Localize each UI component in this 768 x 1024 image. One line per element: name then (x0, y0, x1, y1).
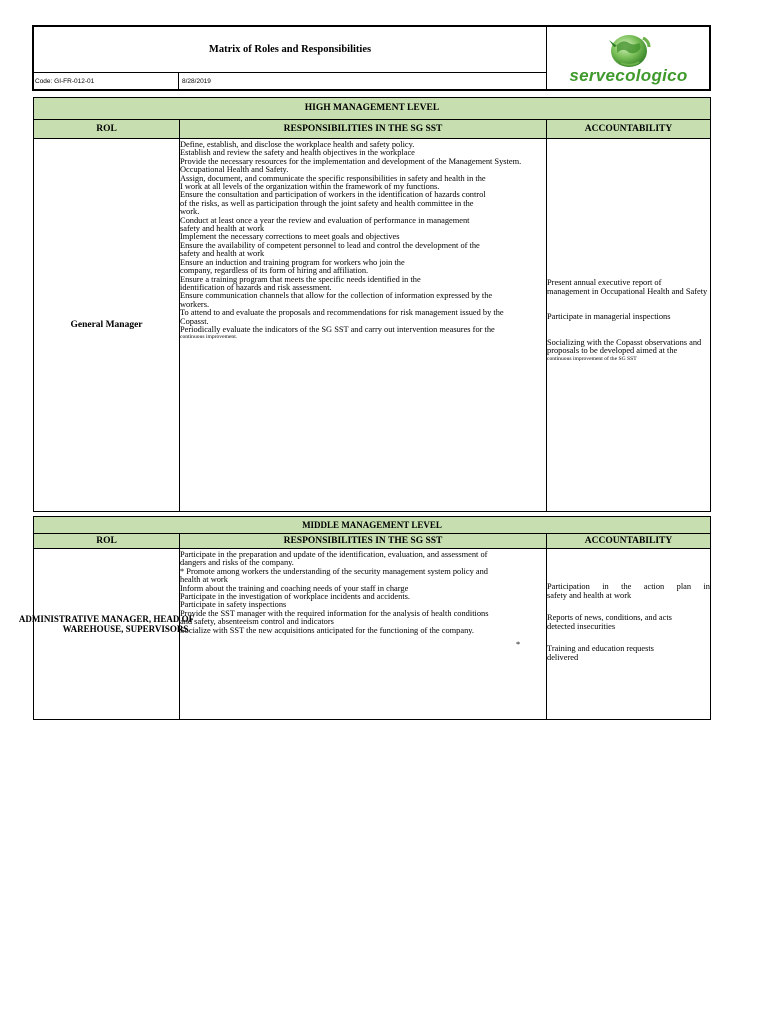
responsibility-line: Socialize with SST the new acquisitions anticipated for the functioning of the company. (180, 625, 474, 635)
accountability-line: safety and health at work (547, 590, 632, 600)
globe-icon (603, 30, 655, 70)
responsibility-line: Establish and review the safety and health objectives in the workplace (180, 148, 415, 158)
accountability-line: continuous improvement of the SG SST (547, 355, 637, 362)
col-header-accountability: ACCOUNTABILITY (584, 536, 673, 546)
high-column-headers (34, 120, 710, 139)
responsibility-line: work. (180, 207, 200, 217)
document-code: Code: GI-FR-012-01 (34, 73, 179, 91)
high-level-heading: HIGH MANAGEMENT LEVEL (34, 98, 710, 120)
responsibility-line: Ensure a training program that meets the specific needs identified in the (180, 274, 421, 284)
responsibility-line: safety and health at work (180, 249, 265, 259)
accountability-line: Participate in managerial inspections (547, 312, 671, 322)
responsibilities-cell (180, 549, 547, 719)
high-management-table (33, 97, 711, 512)
responsibility-line: workers. (180, 299, 210, 309)
accountability-line: Reports of news, conditions, and acts (547, 613, 672, 623)
role-cell (18, 549, 195, 719)
role-line: WAREHOUSE, SUPERVISORS (62, 624, 189, 634)
col-header-responsibilities: RESPONSIBILITIES IN THE SG SST (180, 534, 547, 548)
responsibility-line: safety and health at work (180, 224, 265, 234)
responsibility-line: Inform about the training and coaching needs of your staff in charge (180, 583, 409, 593)
responsibility-line: Ensure communication channels that allow for the collection of information expressed by the (180, 291, 493, 301)
document-title: Matrix of Roles and Responsibilities (34, 27, 547, 73)
responsibility-line: Ensure the availability of competent personnel to lead and control the development of the (180, 240, 480, 250)
accountability-line: Socializing with the Copasst observations and (547, 337, 702, 347)
responsibilities-cell (180, 139, 547, 511)
col-header-accountability: ACCOUNTABILITY (584, 124, 673, 134)
responsibility-line: Conduct at least once a year the review and evaluation of performance in management (180, 215, 470, 225)
responsibility-line: I work at all levels of the organization within the framework of my functions. (180, 182, 440, 192)
role-line: ADMINISTRATIVE MANAGER, HEAD OF (18, 614, 195, 624)
col-header-rol: ROL (34, 120, 180, 138)
responsibility-line: Participate in the preparation and update of the identification, evaluation, and assessment of (180, 550, 488, 559)
responsibility-line: Provide the SST manager with the required information for the analysis of health conditions (180, 608, 489, 618)
responsibility-line: Ensure an induction and training program for workers who join the (180, 257, 405, 267)
responsibility-line: Assign, document, and communicate the specific responsibilities in safety and health in the (180, 173, 486, 183)
accountability-line: management in Occupational Health and Safety (547, 286, 708, 296)
accountability-cell (547, 549, 710, 719)
accountability-line: detected insecurities (547, 621, 616, 631)
responsibility-line: Define, establish, and disclose the workplace health and safety policy. (180, 140, 415, 149)
responsibility-line: of the risks, as well as participation through the joint safety and health committee in the (180, 198, 474, 208)
responsibility-line: Copasst. (180, 316, 209, 326)
responsibility-line: health at work (180, 575, 228, 585)
company-logo (548, 27, 709, 89)
accountability-line: Training and education requests (547, 644, 654, 654)
responsibility-line: company, regardless of its form of hiring and affiliation. (180, 266, 369, 276)
accountability-line: delivered (547, 652, 579, 662)
responsibility-line: identification of hazards and risk assessment. (180, 282, 332, 292)
middle-column-headers (34, 534, 710, 549)
responsibility-line: * Promote among workers the understanding of the security management system policy and (180, 566, 488, 576)
asterisk-mark: * (516, 640, 521, 649)
col-header-responsibilities: RESPONSIBILITIES IN THE SG SST (180, 120, 547, 138)
responsibility-line: and safety, absenteeism control and indicators (180, 617, 334, 627)
document-date: 8/28/2019 (179, 73, 547, 91)
responsibility-line: Implement the necessary corrections to meet goals and objectives (180, 232, 400, 242)
accountability-line: proposals to be developed aimed at the (547, 346, 678, 356)
responsibility-line: Occupational Health and Safety. (180, 165, 289, 175)
responsibility-line: Periodically evaluate the indicators of the SG SST and carry out intervention measures for the (180, 324, 495, 334)
table-row (18, 549, 710, 719)
responsibility-line: continuous improvement. (180, 334, 238, 341)
col-header-rol: ROL (34, 534, 180, 548)
accountability-line: Present annual executive report of (547, 278, 662, 287)
responsibility-line: Provide the necessary resources for the implementation and development of the Management System. (180, 156, 522, 166)
role-cell: General Manager (34, 139, 180, 511)
document-header (32, 25, 711, 91)
responsibility-line: Ensure the consultation and participation of workers in the identification of hazards control (180, 190, 486, 200)
responsibility-line: Participate in safety inspections (180, 600, 287, 610)
middle-level-heading: MIDDLE MANAGEMENT LEVEL (34, 517, 710, 534)
responsibility-line: Participate in the investigation of workplace incidents and accidents. (180, 592, 411, 602)
responsibility-line: To attend to and evaluate the proposals and recommendations for risk management issued by the (180, 308, 504, 318)
accountability-cell (547, 139, 710, 511)
accountability-line: Participation in the action plan in (547, 582, 710, 591)
middle-management-table (18, 516, 711, 720)
logo-wordmark: servecologico (569, 66, 688, 85)
table-row (34, 139, 710, 511)
responsibility-line: dangers and risks of the company. (180, 558, 294, 568)
